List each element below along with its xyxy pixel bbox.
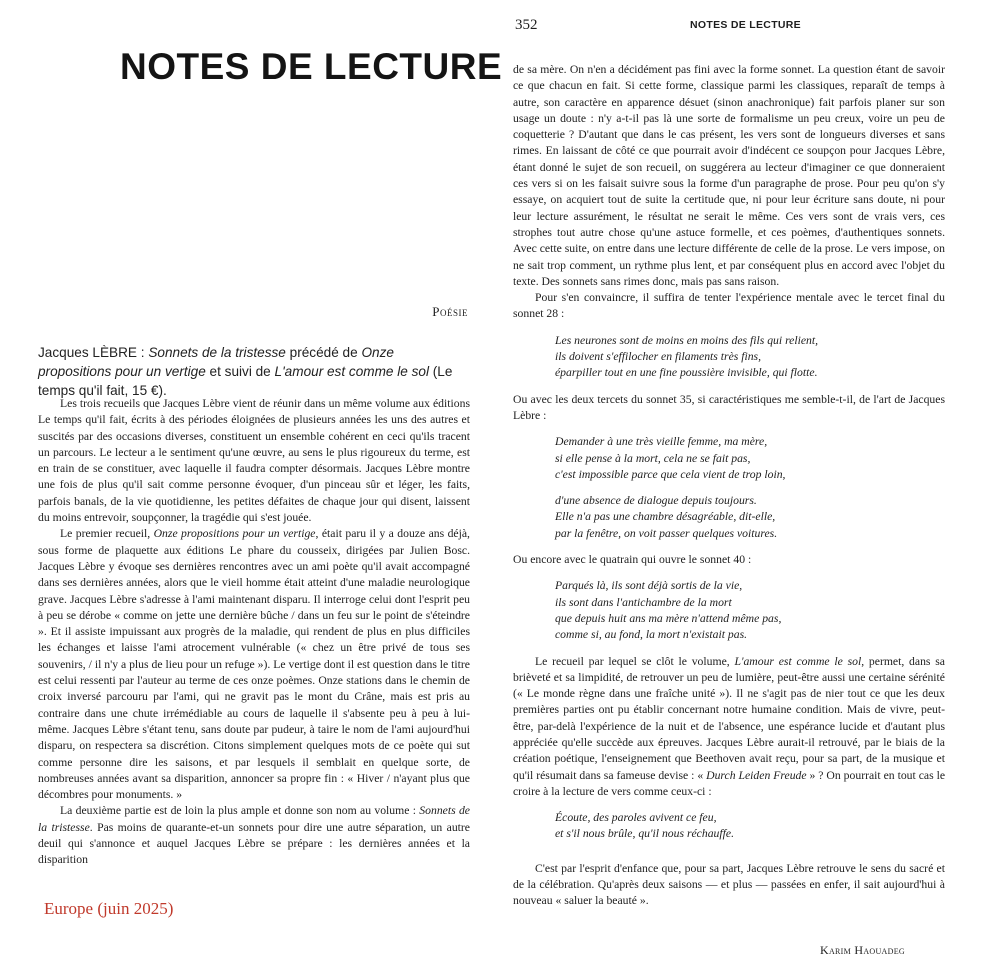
poem-line: ils doivent s'effilocher en filaments très fins, <box>555 350 762 364</box>
poem-line: Écoute, des paroles avivent ce feu, <box>555 811 717 825</box>
poem-excerpt <box>555 333 945 382</box>
book-title-joiner-2: et suivi de <box>205 364 275 379</box>
source-caption: Europe (juin 2025) <box>44 899 174 918</box>
poem-line: d'une absence de dialogue depuis toujours. <box>555 494 757 508</box>
poem-line: comme si, au fond, la mort n'existait pas. <box>555 628 748 642</box>
poem-line: Elle n'a pas une chambre désagréable, dit-elle, <box>555 510 776 524</box>
poem-line: Les neurones sont de moins en moins des fils qui relient, <box>555 333 819 347</box>
inline-title: Sonnets de la tristesse <box>38 804 470 834</box>
book-publisher: (Le temps qu'il fait, 15 €). <box>38 364 453 398</box>
paragraph: Ou encore avec le quatrain qui ouvre le sonnet 40 : <box>513 553 752 567</box>
poem-line: éparpiller tout en une fine poussière invisible, qui flotte. <box>555 366 818 380</box>
paragraph: La deuxième partie est de loin la plus ample et donne son nom au volume : Sonnets de la tristesse. Pas moins de quarante-et-un sonnets pour dire une autre séparation, un autre deuil qui s'annonce et auquel Jacques Lèbre se prépare : les dernières années et la disparition <box>38 804 470 867</box>
book-author: Jacques LÈBRE : <box>38 345 149 360</box>
section-rubric: Poésie <box>432 304 468 319</box>
paragraph: C'est par l'esprit d'enfance que, pour sa part, Jacques Lèbre retrouve le sens du sacré et de la célébration. Qu'après deux saisons — et plus — passées en enfer, il sait aujourd'hui à nouveau « saluer la beauté ». <box>513 861 945 908</box>
beethoven-motto: Durch Leiden Freude <box>706 768 807 782</box>
poem-line: c'est impossible parce que cela vient de trop loin, <box>555 467 786 481</box>
book-title-joiner-1: précédé de <box>285 345 362 360</box>
poem-line: par la fenêtre, on voit passer quelques voitures. <box>555 526 778 540</box>
poem-line: que depuis huit ans ma mère n'attend même pas, <box>555 611 782 625</box>
paragraph: Pour s'en convaincre, il suffira de tenter l'expérience mentale avec le tercet final du sonnet 28 : <box>513 291 945 321</box>
paragraph: Le recueil par lequel se clôt le volume, L'amour est comme le sol, permet, dans sa brièveté et sa limpidité, de retrouver un peu de lumière, peut-être aussi une certaine sérénité (« Le monde règne dans une fraîche unité »). Il ne s'agit pas de nier tout ce que les deux premières parties ont pu établir concernant notre humaine condition. Mais de vivre, peut-être, par-delà l'expérience de la nuit et de l'absence, une espérance lucide et d'autant plus appréciée qu'elle succède aux épreuves. Jacques Lèbre aurait-il retrouvé, par le biais de la création poétique, l'enseignement que Beethoven avait reçu, pour sa part, de la musique et qu'il résumait dans sa fameuse devise : « Durch Leiden Freude » ? On pourrait en tout cas le croire à la lecture de vers comme ceux-ci : <box>513 654 946 798</box>
page-number: 352 <box>515 17 538 33</box>
poem-line: Parqués là, ils sont déjà sortis de la vie, <box>555 579 743 593</box>
paragraph: Le premier recueil, Onze propositions pour un vertige, était paru il y a douze ans déjà, sous forme de plaquette aux éditions Le phare du cousseix, dirigées par Julien Bosc. Jacques Lèbre y évoque ses dernières rencontres avec un ami poète qu'il avait accompagné dans ses dernières années, alors que le vieil homme était atteint d'une maladie neurologique grave. Jacques Lèbre s'adresse à l'ami maintenant disparu. Il interroge celui dont l'esprit peu à peu se dérobe « comme on jette une dernière bûche / dans un feu sur le point de s'éteindre ». Et il assiste impuissant aux progrès de la maladie, qui rendent de plus en plus difficiles les échanges et laisse l'ami atrocement vulnérable (« chez un être privé de tous ses souvenirs, / il n'y a plus de lieu pour un refuge »). Le vertige dont il est question dans le titre est celui ressenti par l'auteur au terme de ces onze poèmes. Onze stations dans le chemin de croix inversé parcouru par l'ami, qui ne gravit pas le mont du Crâne, mais est pris au contraire dans une chute irrémédiable au cours de laquelle il s'absente peu à peu à lui-même. Jacques Lèbre s'étant tenu, sans doute par pudeur, à taire le nom de l'ami aujourd'hui disparu, on respectera sa discrétion. Citons simplement quelques mots de ce poète qui sut comme personne dire les saisons, et par lesquels il semblait en quelque sorte, de nombreuses années avant sa disparition, annoncer sa propre fin : « Hiver / n'ayant plus que décombres pour monuments. » <box>38 527 470 802</box>
inline-title: Onze propositions pour un vertige <box>153 527 316 541</box>
poem-excerpt <box>555 810 945 843</box>
author-signature: Karim Haouadeg <box>820 943 905 957</box>
inline-title: L'amour est comme le sol <box>734 654 862 668</box>
book-reference <box>38 343 470 400</box>
poem-line: ils sont dans l'antichambre de la mort <box>555 595 732 609</box>
paragraph: Les trois recueils que Jacques Lèbre vient de réunir dans un même volume aux éditions Le temps qu'il fait, écrits à des périodes éloignées de plusieurs années les uns des autres et suscités par des occasions diverses, constituent un ensemble cohérent en ceci qu'ils tracent un parcours. Le lecteur a le sentiment qu'une œuvre, au sens le plus rigoureux du terme, est en train de se constituer, avec laquelle il faudra compter désormais. Jacques Lèbre montre une fois de plus qu'il sait comme personne évoquer, d'un pinceau sûr et léger, les faits, parfois banals, de la vie quotidienne, les petites défaites de chaque jour qui disent, laissent du moins entrevoir, soupçonner, la tragédie qui s'est jouée. <box>38 397 470 525</box>
right-column <box>513 62 945 910</box>
book-title-2: Onze propositions pour un vertige <box>38 345 394 379</box>
poem-excerpt <box>555 434 945 542</box>
paragraph: de sa mère. On n'en a décidément pas fini avec la forme sonnet. La question étant de savoir ce que chacun en fait. Si cette forme, classique parmi les classiques, reparaît de temps à autre, son caractère en apparence désuet (sinon anachronique) fait parfois planer sur son usage un doute : n'y a-t-il pas là une sorte de formalisme un peu creux, voire un peu de coquetterie ? D'autant que dans le cas présent, les vers sont de longueurs diverses et sans rimes. En laissant de côté ce que pourrait avoir d'indécent ce soupçon pour Jacques Lèbre, étant donné le sujet de son recueil, on suggérera au lecteur d'imaginer ce que donneraient ces vers si on les faisait suivre sous la forme d'un paragraphe de prose. Pour peu qu'on s'y essaye, on acquiert tout de suite la certitude que, ni pour leur écriture sans doute, ni pour leur lecture assurément, le résultat ne serait le même. Ces vers sont de vrais vers, ces strophes tout autre chose qu'une astuce formelle, et ces poèmes, d'authentiques sonnets. Avec cette suite, on entre dans une lecture différente de celle de la prose. Le vers impose, on ne sait trop comment, un rythme plus lent, et par conséquent plus en accord avec l'objet du texte. Des sonnets sans rimes donc, mais pas sans raison. <box>513 63 945 288</box>
poem-line: Demander à une très vieille femme, ma mère, <box>555 435 768 449</box>
running-head: NOTES DE LECTURE <box>690 19 801 31</box>
paragraph: Ou avec les deux tercets du sonnet 35, si caractéristiques me semble-t-il, de l'art de Jacques Lèbre : <box>513 392 945 422</box>
left-column <box>38 396 470 869</box>
book-title-3: L'amour est comme le sol <box>274 364 429 379</box>
poem-excerpt <box>555 578 945 643</box>
poem-line: et s'il nous brûle, qu'il nous réchauffe. <box>555 827 734 841</box>
book-title: Sonnets de la tristesse <box>148 345 286 360</box>
poem-line: si elle pense à la mort, cela ne se fait pas, <box>555 451 751 465</box>
masthead-title: NOTES DE LECTURE <box>120 46 503 87</box>
